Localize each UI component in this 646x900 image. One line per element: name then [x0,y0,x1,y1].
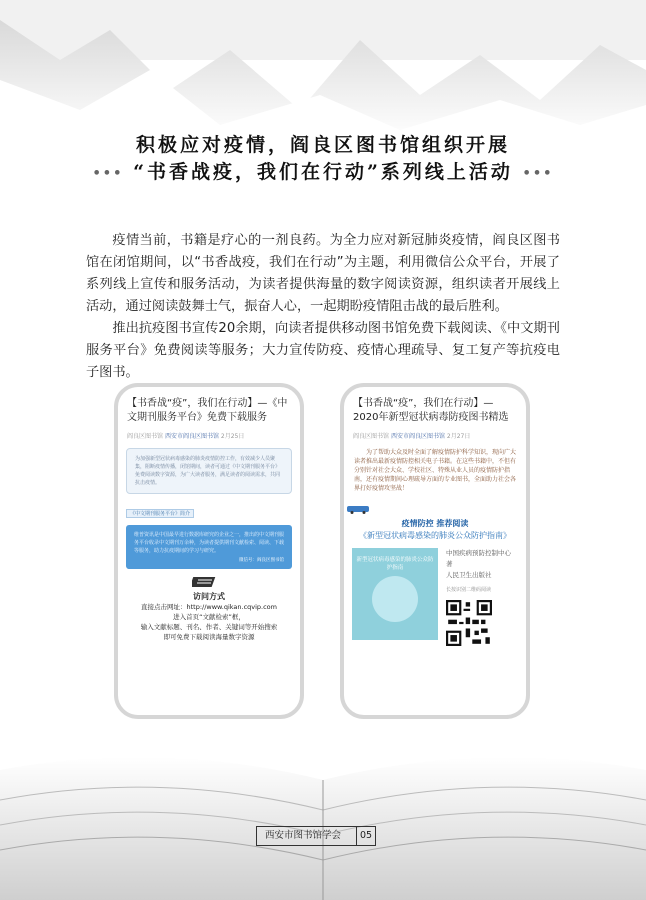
phone-screenshot-journal [114,383,304,719]
phone2-intro: 为了帮助大众及时全面了解疫情防护科学知识，现向广大读者推出最新疫情防控相关电子书籍。在这些书籍中，不但有分别针对社会大众、学校社区、特殊从业人员的疫情防护指南，还有疫情期间心理疏导方面的专业图书，全面助力社会各界打好疫情攻坚战！ [354,449,517,492]
mountain-background [0,0,646,140]
book-author: 中国疾病预防控制中心 著 [446,549,511,568]
book-cover-title: 新型冠状病毒感染的肺炎公众防护指南 [356,557,434,571]
page-title [0,132,646,187]
phone-screenshot-epidemic-books [340,383,530,719]
phone1-wechat-tag: 微信号：阎良区图书馆 [239,558,284,563]
phone1-visit-line1: 直接点击网址：http://www.qikan.cqvip.com [140,603,277,611]
phone2-source: 阎良区图书馆 [353,433,390,440]
book-cover-image[interactable] [352,548,438,640]
phone1-meta [118,429,300,442]
phone1-visit-line2: 进入首页“文献检索”框， [173,613,245,621]
phone2-book-row [352,548,518,650]
ambulance-icon [344,504,374,514]
phone1-blue-text: 维普资讯是中国最早进行数据库研究的企业之一，推出的中文期刊服务平台收录中文期刊万余种，为读者提供期刊文献检索、阅读、下载等服务，助力抗疫期间的学习与研究。 [134,532,285,554]
title-decoration-left: ••• [92,165,124,181]
open-book-background [0,650,646,900]
phone1-source: 阎良区图书馆 [127,433,164,440]
title-line-2: “书香战疫，我们在行动”系列线上活动 [133,161,513,183]
title-decoration-right: ••• [522,165,554,181]
phone1-account-link[interactable]: 西安市阎良区图书馆 [164,433,219,440]
phone2-meta [344,429,526,442]
page-number: 05 [356,827,375,845]
shield-icon [372,576,418,622]
phone1-visit-section [126,575,292,642]
paragraph-2: 推出抗疫图书宣传20余期，向读者提供移动图书馆免费下载阅读、《中文期刊服务平台》免费阅读等服务；大力宣传防疫、疫情心理疏导、复工复产等抗疫电子图书。 [86,321,560,380]
phone1-date: 2月25日 [220,433,245,440]
qr-code-icon[interactable] [446,600,492,646]
keyboard-icon [192,575,226,589]
phone1-blue-panel [126,525,292,569]
paragraph-1: 疫情当前，书籍是疗心的一剂良药。为全力应对新冠肺炎疫情，阎良区图书馆在闭馆期间，以“书香战疫，我们在行动”为主题，利用微信公众平台，开展了系列线上宣传和服务活动，为读者提供海量的数字阅读资源，组织读者开展线上活动，通过阅读鼓舞士气，振奋人心，一起期盼疫情阻击战的最后胜利。 [86,233,560,314]
phone2-headline: 【书香战“疫”，我们在行动】—2020年新型冠状病毒防疫图书精选 [353,398,509,423]
phone1-visit-line4: 即可免费下载阅读海量数字资源 [163,633,255,641]
phone2-account-link[interactable]: 西安市阎良区图书馆 [390,433,445,440]
title-line-1: 积极应对疫情，阎良区图书馆组织开展 [135,134,510,156]
footer-society-name: 西安市图书馆学会 [265,830,342,841]
phone1-visit-title: 访问方式 [193,592,225,601]
phone2-date: 2月27日 [446,433,471,440]
phone2-book-title[interactable]: 《新型冠状病毒感染的肺炎公众防护指南》 [359,531,511,540]
phone1-notice-text: 为加强新型冠状病毒感染的肺炎疫情防控工作，有效减少人员聚集，阻断疫情传播，闭馆期间，读者可通过《中文期刊服务平台》免费阅读数字资源，为广大读者服务，满足读者的阅读需求，共同抗击疫情。 [135,456,281,486]
phone2-book-info [438,548,518,650]
page-footer [256,826,376,846]
article-body [86,230,560,384]
phone1-headline: 【书香战“疫”，我们在行动】—《中文期刊服务平台》免费下载服务 [127,398,288,423]
phone2-recommend-heading: 疫情防控 推荐阅读 [401,519,469,528]
phone1-visit-url[interactable]: http://www.qikan.cqvip.com [186,603,277,611]
phone1-section-title: 《中文期刊服务平台》简介 [126,509,194,518]
phone1-notice-box [126,448,292,494]
phone1-visit-line3: 输入文献标题、刊名、作者、关键词等开始搜索 [140,623,278,631]
qr-hint: 长按识别二维码阅读 [446,587,492,593]
book-publisher: 人民卫生出版社 [446,571,492,579]
